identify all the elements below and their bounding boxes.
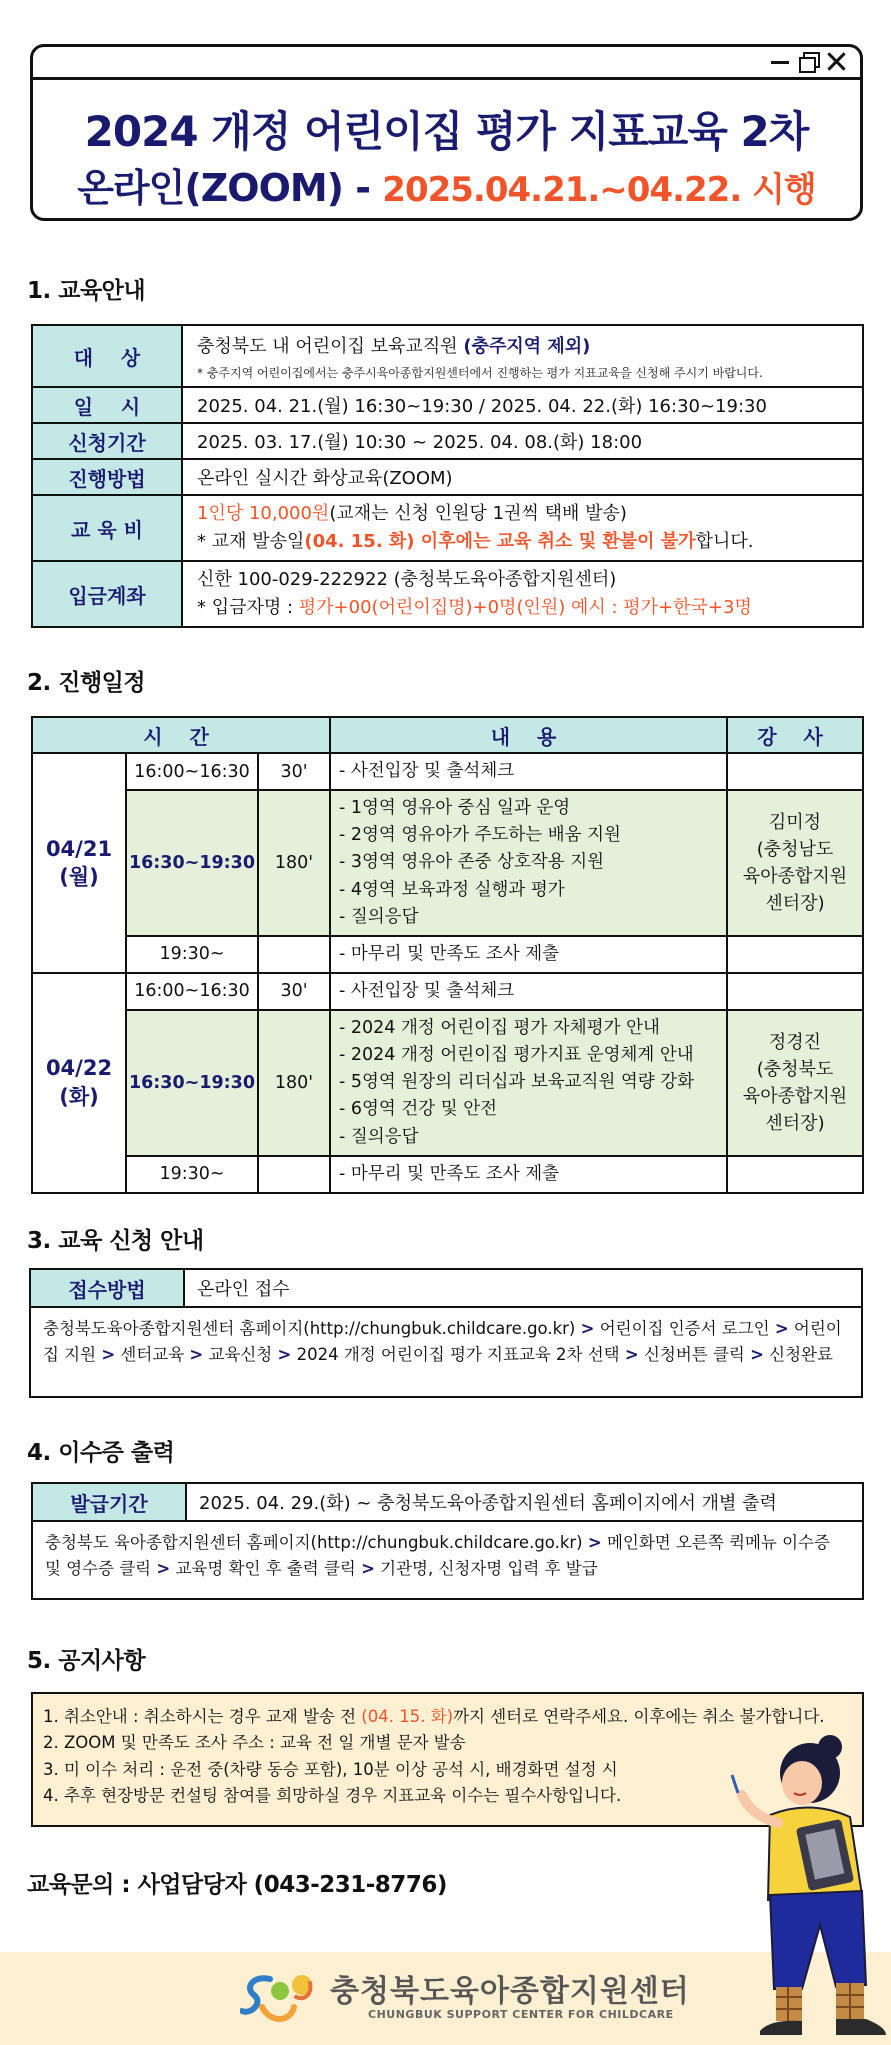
section-heading-notice: 5. 공지사항 bbox=[27, 1648, 146, 1674]
day1-speaker-empty-3 bbox=[727, 936, 863, 973]
arrow-icon: > bbox=[624, 1345, 639, 1365]
table-row bbox=[32, 1010, 863, 1156]
maximize-icon bbox=[798, 51, 818, 71]
day1-dur-3 bbox=[258, 936, 330, 973]
arrow-icon: > bbox=[361, 1559, 375, 1579]
fee-note-suffix: 합니다. bbox=[695, 531, 754, 552]
arrow-icon: > bbox=[277, 1345, 292, 1365]
arrow-icon: > bbox=[156, 1559, 171, 1579]
target-note: * 충주지역 어린이집에서는 충주시육아종합지원센터에서 진행하는 평가 지표교육을 신청해 주시기 바랍니다. bbox=[197, 365, 763, 380]
arrow-icon: > bbox=[587, 1533, 602, 1552]
certificate-period-row bbox=[33, 1484, 862, 1522]
col-header-speaker: 강 사 bbox=[727, 717, 863, 753]
target-label: 대 상 bbox=[32, 325, 182, 387]
speaker-org: 육아종합지원 bbox=[742, 1085, 848, 1107]
list-item: - 6영역 건강 및 안전 bbox=[339, 1099, 498, 1120]
fee-line1 bbox=[197, 500, 848, 528]
teacher-illustration-icon bbox=[690, 1735, 890, 2045]
certificate-period-value: 2025. 04. 29.(화) ~ 충청북도육아종합지원센터 홈페이지에서 개별 출력 bbox=[199, 1493, 777, 1514]
account-value bbox=[182, 561, 863, 627]
schedule-table bbox=[31, 716, 864, 1194]
day2-content-2 bbox=[330, 1010, 727, 1156]
inquiry-contact: 교육문의 : 사업담당자 (043-231-8776) bbox=[27, 1872, 447, 1898]
day2-speaker-empty-1 bbox=[727, 973, 863, 1010]
certificate-step: 교육명 확인 후 출력 클릭 bbox=[175, 1559, 356, 1579]
day2-content-3: - 마무리 및 만족도 조사 제출 bbox=[330, 1156, 727, 1193]
signup-step: 센터교육 bbox=[120, 1345, 185, 1365]
notice-item-3: 3. 미 이수 처리 : 운전 중(차량 동승 포함), 10분 이상 공석 시, 배경화면 설정 시 bbox=[43, 1759, 618, 1779]
signup-steps bbox=[31, 1308, 861, 1377]
signup-step: 신청버튼 클릭 bbox=[643, 1345, 745, 1365]
table-row bbox=[32, 423, 863, 459]
list-item: - 4영역 보육과정 실행과 평가 bbox=[339, 879, 565, 900]
day1-content-1: - 사전입장 및 출석체크 bbox=[330, 753, 727, 790]
fee-detail: (교재는 신청 인원당 1권씩 택배 발송) bbox=[329, 503, 627, 525]
arrow-icon: > bbox=[189, 1345, 204, 1365]
info-table bbox=[31, 324, 864, 628]
close-icon bbox=[826, 51, 846, 71]
certificate-period-label: 발급기간 bbox=[33, 1484, 187, 1520]
speaker-org: (충청북도 bbox=[756, 1058, 834, 1080]
list-item: - 2024 개정 어린이집 평가지표 운영체계 안내 bbox=[339, 1045, 694, 1066]
list-item: - 5영역 원장의 리더십과 보육교직원 역량 강화 bbox=[339, 1072, 695, 1093]
day1-date: 04/21 bbox=[45, 836, 113, 861]
speaker-title: 센터장) bbox=[765, 1112, 825, 1134]
section-heading-certificate: 4. 이수증 출력 bbox=[27, 1440, 175, 1466]
signup-box bbox=[29, 1268, 863, 1398]
minimize-icon bbox=[770, 51, 790, 71]
signup-step: 신청완료 bbox=[769, 1345, 833, 1365]
schedule-header-row bbox=[32, 717, 863, 753]
day1-content-2 bbox=[330, 790, 727, 936]
certificate-step: 충청북도 육아종합지원센터 홈페이지(http://chungbuk.childcare.go.kr) bbox=[45, 1533, 583, 1552]
day2-content-1: - 사전입장 및 출석체크 bbox=[330, 973, 727, 1010]
apply-period-label: 신청기간 bbox=[32, 423, 182, 459]
account-label: 입금계좌 bbox=[32, 561, 182, 627]
date-value: 2025. 04. 21.(월) 16:30~19:30 / 2025. 04. 22.(화) 16:30~19:30 bbox=[182, 387, 863, 423]
account-depositor bbox=[197, 594, 848, 622]
day2-weekday: (화) bbox=[59, 1084, 99, 1109]
target-text: 충청북도 내 어린이집 보육교직원 bbox=[197, 335, 464, 357]
signup-step: 어린이집 인증서 로그인 bbox=[599, 1319, 770, 1338]
subtitle-prefix: 온라인(ZOOM) - bbox=[77, 166, 383, 210]
day1-time-3: 19:30~ bbox=[126, 936, 258, 973]
day2-time-2: 16:30~19:30 bbox=[126, 1010, 258, 1156]
day2-speaker-empty-3 bbox=[727, 1156, 863, 1193]
method-value: 온라인 실시간 화상교육(ZOOM) bbox=[182, 459, 863, 495]
table-row bbox=[32, 936, 863, 973]
target-value bbox=[182, 325, 863, 387]
org-name: 충청북도육아종합지원센터 bbox=[330, 1974, 690, 2009]
day1-time-2: 16:30~19:30 bbox=[126, 790, 258, 936]
speaker-name: 정경진 bbox=[768, 1031, 822, 1053]
arrow-icon: > bbox=[101, 1345, 116, 1365]
day1-dur-2: 180' bbox=[258, 790, 330, 936]
list-item: - 1영역 영유아 중심 일과 운영 bbox=[339, 798, 571, 819]
section-heading-signup: 3. 교육 신청 안내 bbox=[27, 1228, 204, 1254]
org-logo-icon bbox=[240, 1967, 318, 2027]
list-item: - 질의응답 bbox=[339, 906, 419, 927]
method-label: 진행방법 bbox=[32, 459, 182, 495]
day2-dur-3 bbox=[258, 1156, 330, 1193]
table-row bbox=[32, 973, 863, 1010]
certificate-step: 메인화면 오른쪽 퀵메뉴 이수증 및 영수증 클릭 bbox=[45, 1533, 830, 1579]
speaker-org: (충청남도 bbox=[756, 838, 834, 860]
speaker-name: 김미정 bbox=[768, 811, 822, 833]
day1-date-cell bbox=[32, 753, 126, 973]
table-row bbox=[32, 1156, 863, 1193]
window-titlebar-divider bbox=[33, 77, 860, 80]
signup-method-row bbox=[31, 1270, 861, 1308]
depositor-format: 평가+00(어린이집명)+0명(인원) 예시 : 평가+한국+3명 bbox=[298, 597, 752, 618]
page-subtitle bbox=[33, 157, 860, 212]
fee-refund-warning: (04. 15. 화) 이후에는 교육 취소 및 환불이 불가 bbox=[304, 531, 696, 552]
list-item: - 질의응답 bbox=[339, 1126, 419, 1147]
signup-method-value: 온라인 접수 bbox=[197, 1279, 290, 1300]
notice-item-4: 4. 추후 현장방문 컨설팅 참여를 희망하실 경우 지표교육 이수는 필수사항입니다. bbox=[43, 1786, 622, 1806]
day2-dur-1: 30' bbox=[258, 973, 330, 1010]
arrow-icon: > bbox=[750, 1345, 764, 1365]
table-row bbox=[32, 790, 863, 936]
fee-note-prefix: * 교재 발송일 bbox=[197, 531, 305, 552]
col-header-content: 내 용 bbox=[330, 717, 727, 753]
account-number: 신한 100-029-222922 (충청북도육아종합지원센터) bbox=[197, 569, 617, 591]
day2-speaker bbox=[727, 1010, 863, 1156]
apply-period-value: 2025. 03. 17.(월) 10:30 ~ 2025. 04. 08.(화) 18:00 bbox=[182, 423, 863, 459]
day2-date: 04/22 bbox=[45, 1056, 113, 1081]
signup-step: 2024 개정 어린이집 평가 지표교육 2차 선택 bbox=[296, 1345, 620, 1365]
table-row bbox=[32, 459, 863, 495]
fee-line2 bbox=[197, 528, 848, 556]
certificate-box bbox=[31, 1482, 864, 1600]
section-heading-schedule: 2. 진행일정 bbox=[27, 670, 146, 696]
list-item: - 2영역 영유아가 주도하는 배움 지원 bbox=[339, 825, 621, 846]
arrow-icon: > bbox=[774, 1319, 789, 1338]
speaker-org: 육아종합지원 bbox=[742, 865, 848, 887]
list-item: - 3영역 영유아 존중 상호작용 지원 bbox=[339, 852, 605, 873]
fee-label: 교 육 비 bbox=[32, 495, 182, 561]
speaker-title: 센터장) bbox=[765, 892, 825, 914]
table-row bbox=[32, 753, 863, 790]
subtitle-date: 2025.04.21.~04.22. 시행 bbox=[382, 170, 816, 210]
signup-step: 충청북도육아종합지원센터 홈페이지(http://chungbuk.childcare.go.kr) bbox=[43, 1319, 576, 1338]
fee-value bbox=[182, 495, 863, 561]
window-controls bbox=[770, 51, 846, 71]
day1-time-1: 16:00~16:30 bbox=[126, 753, 258, 790]
signup-method-label: 접수방법 bbox=[31, 1270, 185, 1306]
org-name-en: CHUNGBUK SUPPORT CENTER FOR CHILDCARE bbox=[368, 2008, 674, 2021]
table-row bbox=[32, 325, 863, 387]
day1-content-3: - 마무리 및 만족도 조사 제출 bbox=[330, 936, 727, 973]
day2-time-1: 16:00~16:30 bbox=[126, 973, 258, 1010]
date-label: 일 시 bbox=[32, 387, 182, 423]
day1-weekday: (월) bbox=[59, 864, 99, 889]
day1-speaker bbox=[727, 790, 863, 936]
certificate-steps bbox=[33, 1522, 862, 1591]
notice-1-suffix: 까지 센터로 연락주세요. 이후에는 취소 불가합니다. bbox=[453, 1707, 825, 1726]
notice-1-date: (04. 15. 화) bbox=[361, 1707, 454, 1726]
day2-date-cell bbox=[32, 973, 126, 1193]
table-row bbox=[32, 387, 863, 423]
target-exclusion: (충주지역 제외) bbox=[463, 335, 591, 357]
day2-time-3: 19:30~ bbox=[126, 1156, 258, 1193]
fee-amount: 1인당 10,000원 bbox=[197, 503, 330, 525]
title-window bbox=[30, 44, 863, 221]
depositor-prefix: * 입금자명 : bbox=[197, 597, 299, 618]
table-row bbox=[32, 561, 863, 627]
notice-1-prefix: 1. 취소안내 : 취소하시는 경우 교재 발송 전 bbox=[43, 1707, 362, 1726]
table-row bbox=[32, 495, 863, 561]
certificate-step: 기관명, 신청자명 입력 후 발급 bbox=[380, 1559, 598, 1579]
page-title: 2024 개정 어린이집 평가 지표교육 2차 bbox=[84, 107, 809, 156]
day2-dur-2: 180' bbox=[258, 1010, 330, 1156]
signup-step: 교육신청 bbox=[208, 1345, 273, 1365]
day1-speaker-empty-1 bbox=[727, 753, 863, 790]
list-item: - 2024 개정 어린이집 평가 자체평가 안내 bbox=[339, 1018, 660, 1038]
day1-dur-1: 30' bbox=[258, 753, 330, 790]
signup-step: 어린이집 지원 bbox=[43, 1319, 842, 1365]
col-header-time: 시 간 bbox=[32, 717, 330, 753]
notice-item-2: 2. ZOOM 및 만족도 조사 주소 : 교육 전 일 개별 문자 발송 bbox=[43, 1733, 466, 1753]
arrow-icon: > bbox=[580, 1319, 595, 1338]
notice-item-1 bbox=[43, 1704, 852, 1730]
section-heading-info: 1. 교육안내 bbox=[27, 278, 146, 304]
